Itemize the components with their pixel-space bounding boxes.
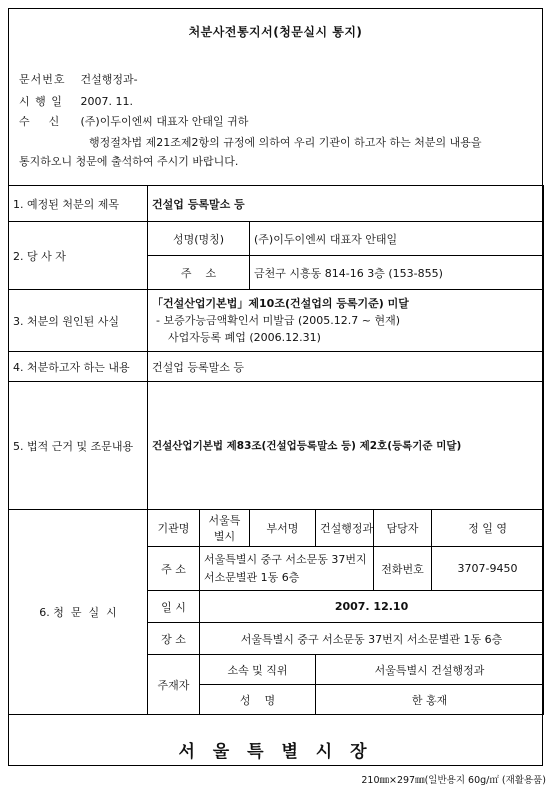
r3-line-2: - 보증가능금액확인서 미발급 (2005.12.7 ~ 현재) <box>156 314 400 327</box>
chair-pos-value: 서울특별시 건설행정과 <box>316 655 544 685</box>
officer-label: 담당자 <box>374 510 432 547</box>
addr-line-1: 서울특별시 중구 서소문동 37번지 <box>204 552 367 566</box>
r5-value: 건설산업기본법 제83조(건설업등록말소 등) 제2호(등록기준 미달) <box>148 382 544 510</box>
recipient-row <box>19 113 248 129</box>
doc-number-value: 건설행정과- <box>80 73 138 86</box>
table-row <box>9 222 544 256</box>
datetime-value: 2007. 12.10 <box>200 591 544 623</box>
table-row <box>9 186 544 222</box>
date-row <box>19 93 133 109</box>
date-label: 시 행 일 <box>19 95 63 108</box>
chair-name-value: 한 홍재 <box>316 685 544 715</box>
r5-label: 5. 법적 근거 및 조문내용 <box>9 382 148 510</box>
addr-label: 주 소 <box>148 547 200 591</box>
dept-value: 건설행정과 <box>316 510 374 547</box>
issuer-name: 서 울 특 별 시 장 <box>178 742 373 762</box>
phone-label: 전화번호 <box>374 547 432 591</box>
table-row <box>9 352 544 382</box>
officer-value: 정 일 영 <box>432 510 544 547</box>
notice-line-1: 행정절차법 제21조제2항의 규정에 의하여 우리 기관이 하고자 하는 처분의 내용을 <box>89 136 482 149</box>
document-title: 처분사전통지서(청문실시 통지) <box>188 25 363 39</box>
r6-label: 6. 청 문 실 시 <box>9 510 148 715</box>
doc-number-row <box>19 71 138 87</box>
org-value: 서울특별시 <box>200 510 250 547</box>
table-row <box>9 382 544 510</box>
r4-value: 건설업 등록말소 등 <box>148 352 544 382</box>
paper-spec-footer: 210㎜×297㎜(일반용지 60g/㎡ (재활용품) <box>361 775 546 786</box>
r2-addr-value: 금천구 시흥동 814-16 3층 (153-855) <box>250 256 544 290</box>
r1-label: 1. 예정된 처분의 제목 <box>9 186 148 222</box>
place-value: 서울특별시 중구 서소문동 37번지 서소문별관 1동 6층 <box>200 623 544 655</box>
r3-line-3: 사업자등록 폐업 (2006.12.31) <box>168 331 321 344</box>
chair-pos-label: 소속 및 직위 <box>200 655 316 685</box>
r2-label: 2. 당 사 자 <box>9 222 148 290</box>
chair-label: 주재자 <box>148 655 200 715</box>
datetime-label: 일 시 <box>148 591 200 623</box>
dept-label: 부서명 <box>250 510 316 547</box>
doc-number-label: 문서번호 <box>19 73 66 86</box>
disposition-table <box>8 185 544 715</box>
r2-addr-label: 주 소 <box>148 256 250 290</box>
table-row <box>9 510 544 547</box>
place-label: 장 소 <box>148 623 200 655</box>
notice-line-2: 통지하오니 청문에 출석하여 주시기 바랍니다. <box>19 155 239 168</box>
r2-name-label: 성명(명칭) <box>148 222 250 256</box>
r4-label: 4. 처분하고자 하는 내용 <box>9 352 148 382</box>
chair-name-label: 성 명 <box>200 685 316 715</box>
recipient-value: (주)이두이엔씨 대표자 안태일 귀하 <box>80 115 249 128</box>
org-label: 기관명 <box>148 510 200 547</box>
r2-name-value: (주)이두이엔씨 대표자 안태일 <box>250 222 544 256</box>
addr-value <box>200 547 374 591</box>
phone-value: 3707-9450 <box>432 547 544 591</box>
notice-body <box>19 133 529 171</box>
document-frame <box>8 8 543 766</box>
r3-label: 3. 처분의 원인된 사실 <box>9 290 148 352</box>
table-row <box>9 290 544 352</box>
recipient-label: 수 신 <box>19 115 61 128</box>
date-value: 2007. 11. <box>80 95 133 108</box>
r3-value <box>148 290 544 352</box>
r1-value: 건설업 등록말소 등 <box>148 186 544 222</box>
r3-line-1: 「건설산업기본법」제10조(건설업의 등록기준) 미달 <box>152 297 409 310</box>
addr-line-2: 서소문별관 1동 6층 <box>204 570 300 584</box>
